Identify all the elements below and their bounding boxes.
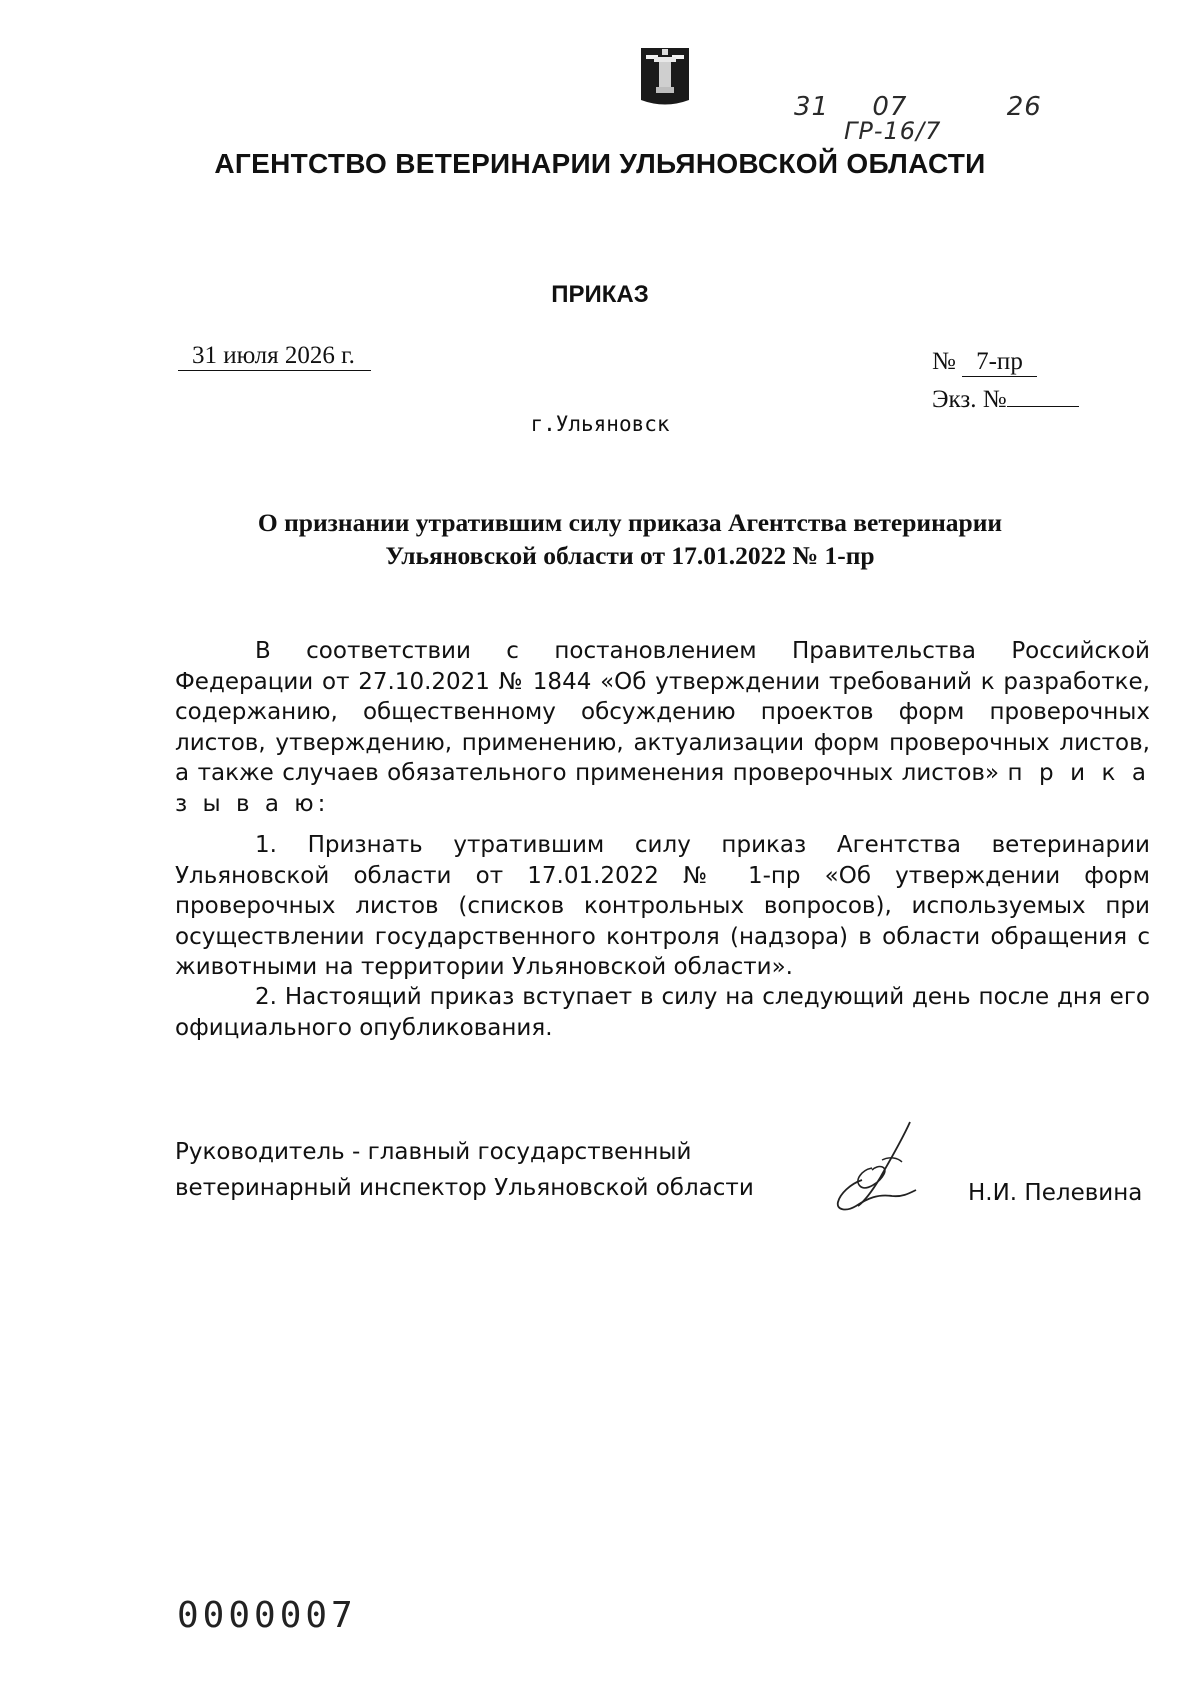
reg-month: 07 xyxy=(872,92,908,122)
copy-number xyxy=(932,384,1079,414)
serial-number: 0000007 xyxy=(177,1595,357,1636)
item-1-paragraph: 1. Признать утратившим силу приказ Агентства ветеринарии Ульяновской области от 17.01.2022 № 1-пр «Об утверждении форм проверочных листов (списков контрольных вопросов), используемых при осуществлении государственного контроля (надзора) в области обращения с животными на территории Ульяновской области». xyxy=(175,832,1150,980)
preamble-text: В соответствии с постановлением Правительства Российской Федерации от 27.10.2021 № 1844 «Об утверждении требований к разработке, содержанию, общественному обсуждению проектов форм проверочных листов, утверждению, применению, актуализации форм проверочных листов, а также случаев обязательного применения проверочных листов» xyxy=(175,638,1150,786)
document-type: ПРИКАЗ xyxy=(551,281,649,308)
copy-label: Экз. № xyxy=(932,386,1007,413)
subject-line-2: Ульяновской области от 17.01.2022 № 1-пр xyxy=(385,541,875,570)
city: г.Ульяновск xyxy=(530,412,670,436)
order-date: 31 июля 2026 г. xyxy=(178,342,371,371)
item-2-paragraph: 2. Настоящий приказ вступает в силу на следующий день после дня его официального опубликования. xyxy=(175,984,1150,1041)
reg-day: 31 xyxy=(794,92,830,122)
agency-title: АГЕНТСТВО ВЕТЕРИНАРИИ УЛЬЯНОВСКОЙ ОБЛАСТИ xyxy=(214,148,986,179)
reg-year: 26 xyxy=(1006,92,1042,122)
signatory-name: Н.И. Пелевина xyxy=(968,1180,1143,1206)
handwritten-registration-number: ГР-16/7 xyxy=(844,117,942,145)
preamble-paragraph xyxy=(175,636,1150,819)
subject-line-1: О признании утратившим силу приказа Агентства ветеринарии xyxy=(257,508,1003,537)
handwritten-signature xyxy=(832,1120,932,1215)
number-value: 7-пр xyxy=(962,348,1037,377)
position-line-2: ветеринарный инспектор Ульяновской области xyxy=(175,1175,754,1201)
copy-number-blank xyxy=(1007,384,1079,407)
order-subject xyxy=(170,506,1090,572)
order-word: п р и к а з ы в а ю: xyxy=(175,760,1150,817)
order-number xyxy=(932,348,1037,377)
position-line-1: Руководитель - главный государственный xyxy=(175,1139,692,1165)
signatory-position xyxy=(175,1134,775,1206)
number-label: № xyxy=(932,348,956,375)
coat-of-arms-emblem xyxy=(640,47,690,107)
